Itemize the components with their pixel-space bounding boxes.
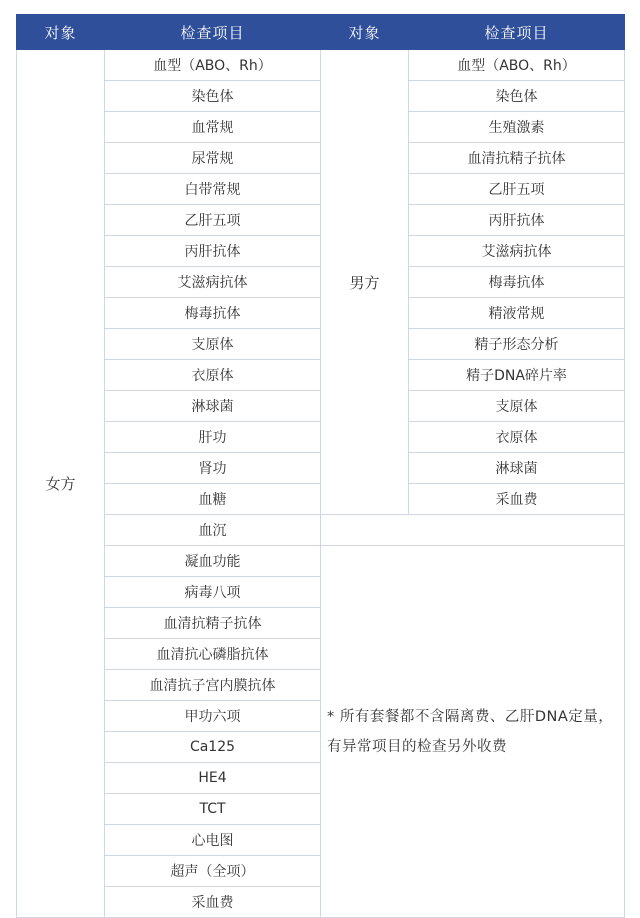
female-item: 尿常规 [105, 143, 321, 174]
male-item: 梅毒抗体 [409, 267, 625, 298]
male-item: 精液常规 [409, 298, 625, 329]
female-item: 血糖 [105, 484, 321, 515]
female-item: 病毒八项 [105, 577, 321, 608]
female-item: 超声（全项） [105, 856, 321, 887]
female-item: 衣原体 [105, 360, 321, 391]
male-object-label: 男方 [321, 50, 409, 515]
table-row [17, 546, 625, 577]
note-cell [321, 546, 625, 918]
male-item: 丙肝抗体 [409, 205, 625, 236]
male-item: 血清抗精子抗体 [409, 143, 625, 174]
female-item: Ca125 [105, 732, 321, 763]
male-item: 淋球菌 [409, 453, 625, 484]
male-item: 乙肝五项 [409, 174, 625, 205]
female-item: TCT [105, 794, 321, 825]
male-item: 采血费 [409, 484, 625, 515]
header-item-right: 检查项目 [409, 15, 625, 50]
female-item: 血清抗子宫内膜抗体 [105, 670, 321, 701]
male-item: 支原体 [409, 391, 625, 422]
header-item-left: 检查项目 [105, 15, 321, 50]
female-item: 淋球菌 [105, 391, 321, 422]
male-item: 精子DNA碎片率 [409, 360, 625, 391]
header-object-left: 对象 [17, 15, 105, 50]
female-object-label: 女方 [17, 50, 105, 918]
female-item: 肾功 [105, 453, 321, 484]
female-item: 支原体 [105, 329, 321, 360]
female-item: 乙肝五项 [105, 205, 321, 236]
exam-items-table [16, 14, 625, 918]
male-item: 染色体 [409, 81, 625, 112]
table-body [17, 50, 625, 918]
female-item: 梅毒抗体 [105, 298, 321, 329]
male-item: 生殖激素 [409, 112, 625, 143]
female-item: 染色体 [105, 81, 321, 112]
male-item: 艾滋病抗体 [409, 236, 625, 267]
table-header-row [17, 15, 625, 50]
female-item: 白带常规 [105, 174, 321, 205]
male-item: 精子形态分析 [409, 329, 625, 360]
female-item: 肝功 [105, 422, 321, 453]
spacer-cell [321, 515, 625, 546]
header-object-right: 对象 [321, 15, 409, 50]
female-item: 艾滋病抗体 [105, 267, 321, 298]
male-item: 血型（ABO、Rh） [409, 50, 625, 81]
table-row [17, 515, 625, 546]
female-item: 血常规 [105, 112, 321, 143]
female-item: 血型（ABO、Rh） [105, 50, 321, 81]
female-item: HE4 [105, 763, 321, 794]
female-item: 血清抗精子抗体 [105, 608, 321, 639]
female-item: 血清抗心磷脂抗体 [105, 639, 321, 670]
female-item: 凝血功能 [105, 546, 321, 577]
female-item: 丙肝抗体 [105, 236, 321, 267]
male-item: 衣原体 [409, 422, 625, 453]
female-item: 心电图 [105, 825, 321, 856]
female-item: 血沉 [105, 515, 321, 546]
female-item: 甲功六项 [105, 701, 321, 732]
note-text: * 所有套餐都不含隔离费、乙肝DNA定量，有异常项目的检查另外收费 [327, 708, 614, 755]
female-item: 采血费 [105, 887, 321, 918]
table-row [17, 50, 625, 81]
